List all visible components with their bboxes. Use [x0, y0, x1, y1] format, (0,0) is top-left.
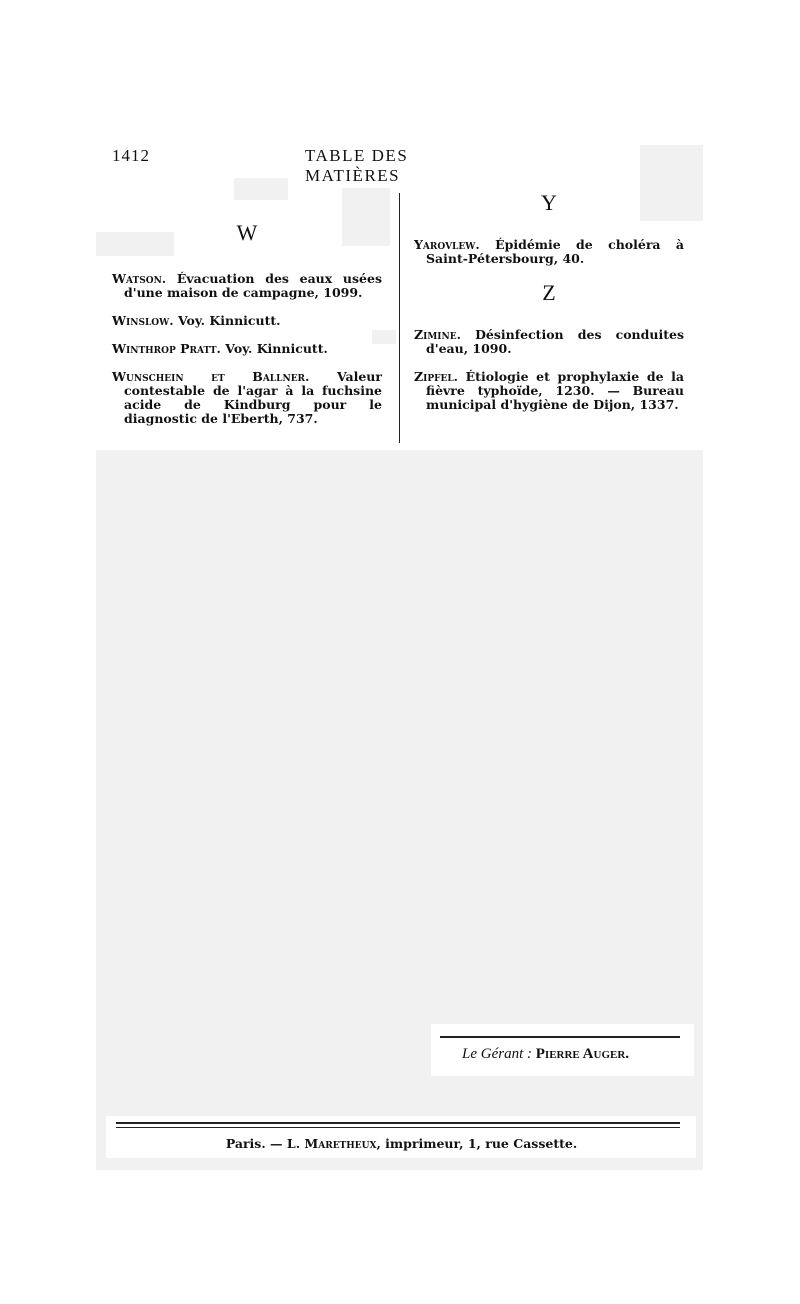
entry-name: Winslow.	[112, 313, 174, 328]
page-number: 1412	[112, 146, 150, 165]
running-title: TABLE DES MATIÈRES	[305, 146, 409, 185]
gerant-role: Le Gérant :	[462, 1046, 532, 1062]
entry-text: Voy. Kinnicutt.	[173, 313, 281, 328]
entry-text: Épidémie de choléra à Saint-Pétersbourg, 40.	[426, 237, 684, 266]
column-divider	[399, 193, 400, 443]
entry-text: Étiologie et prophylaxie de la fièvre typhoïde, 1230. — Bureau municipal d'hygiène de Dijon, 1337.	[426, 369, 684, 412]
page-header	[112, 146, 507, 185]
entry-name: Winthrop Pratt.	[112, 341, 221, 356]
gerant-rule	[440, 1036, 680, 1038]
index-entry	[112, 272, 382, 300]
entry-name: Zipfel.	[414, 369, 459, 384]
imprint-city: Paris. —	[225, 1136, 287, 1151]
index-entry	[414, 238, 684, 266]
section-letter-z: Z	[542, 280, 556, 305]
entry-name: Watson.	[112, 271, 167, 286]
imprint-rule-top	[116, 1122, 680, 1124]
gerant-name: Pierre Auger.	[535, 1046, 630, 1062]
index-entry	[414, 370, 684, 412]
left-column	[112, 190, 382, 440]
entry-name: Yarovlew.	[414, 237, 480, 252]
imprint-rule-bottom	[116, 1127, 680, 1128]
imprint-printer-name: L. Maretheux,	[286, 1136, 381, 1151]
entry-text: Valeur contestable de l'agar à la fuchsine acide de Kindburg pour le diagnostic de l'Eberth, 737.	[124, 369, 382, 426]
entry-name: Zimine.	[414, 327, 461, 342]
index-entry	[112, 370, 382, 426]
entry-text: Désinfection des conduites d'eau, 1090.	[426, 327, 684, 356]
section-letter-y: Y	[541, 190, 557, 215]
gerant-signature	[462, 1046, 698, 1063]
entry-text: Évacuation des eaux usées d'une maison de campagne, 1099.	[124, 271, 382, 300]
index-entry	[112, 342, 382, 356]
entry-name: Wunschein et Ballner.	[112, 369, 310, 384]
imprint-address: imprimeur, 1, rue Cassette.	[380, 1136, 578, 1151]
section-letter-w: W	[236, 220, 258, 245]
index-entry	[112, 314, 382, 328]
right-column	[414, 190, 684, 426]
printer-imprint	[110, 1136, 693, 1151]
index-entry	[414, 328, 684, 356]
entry-text: Voy. Kinnicutt.	[220, 341, 328, 356]
